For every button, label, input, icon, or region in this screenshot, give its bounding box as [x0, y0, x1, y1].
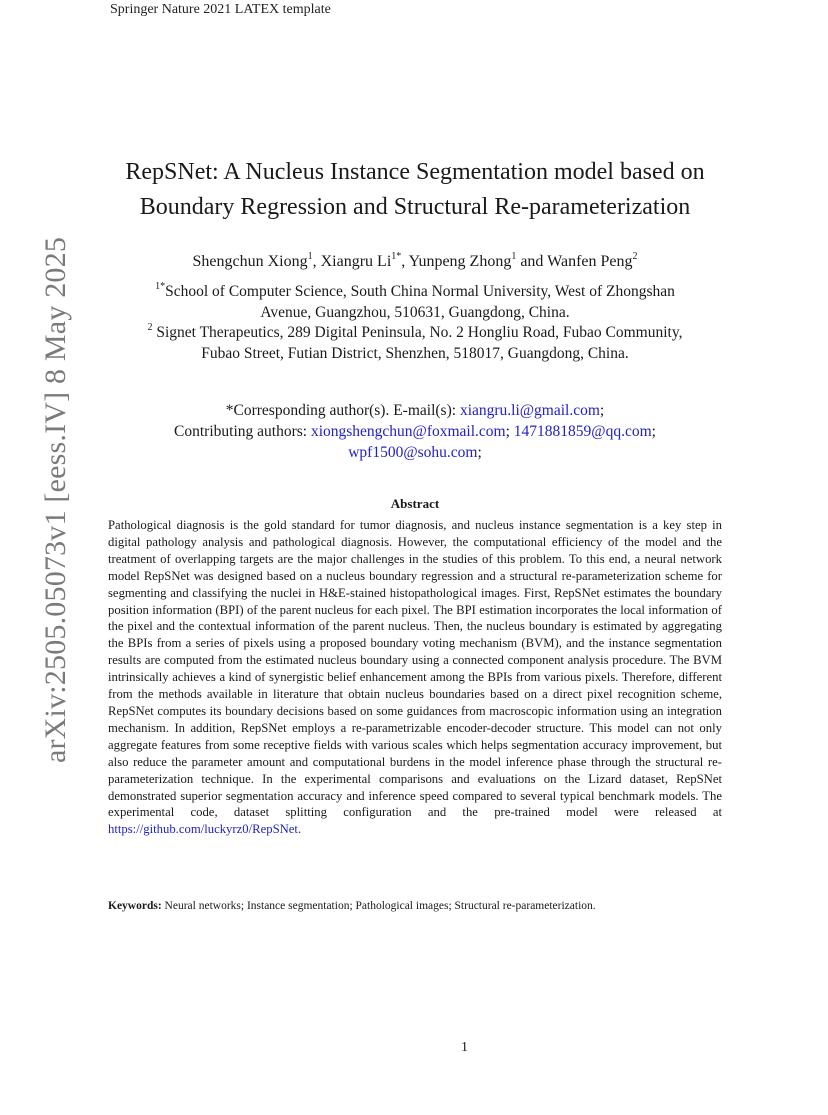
author-separator: , — [312, 253, 321, 270]
page-number: 1 — [461, 1040, 468, 1055]
contributing-authors-line: Contributing authors: xiongshengchun@foxmail.com; 1471881859@qq.com; — [174, 423, 656, 440]
paper-title — [80, 155, 750, 225]
code-repository-link[interactable]: https://github.com/luckyrz0/RepSNet — [108, 822, 298, 837]
keywords — [108, 898, 722, 914]
affiliation-line: Signet Therapeutics, 289 Digital Peninsula, No. 2 Hongliu Road, Fubao Community, — [152, 324, 683, 341]
author-separator: and — [516, 253, 548, 270]
author-name: Wanfen Peng — [547, 253, 633, 270]
keywords-text: Neural networks; Instance segmentation; Pathological images; Structural re-parameterization. — [161, 900, 596, 912]
title-line-1: RepSNet: A Nucleus Instance Segmentation model based on — [125, 159, 705, 185]
author-name: Xiangru Li — [320, 253, 392, 270]
author-affiliation-marker: 1 — [307, 250, 313, 262]
affiliation-marker: 1* — [155, 280, 166, 292]
author-affiliation-marker: 2 — [632, 250, 638, 262]
contributing-email-link[interactable]: 1471881859@qq.com — [513, 423, 652, 440]
contributing-email-link[interactable]: wpf1500@sohu.com — [348, 444, 478, 461]
author-separator: , — [401, 253, 409, 270]
affiliation-1 — [80, 282, 750, 323]
contact-information — [80, 400, 750, 463]
author-name: Shengchun Xiong — [192, 253, 308, 270]
author-affiliation-marker: 1* — [391, 250, 402, 262]
affiliation-2 — [80, 323, 750, 364]
arxiv-identifier-sidebar: arXiv:2505.05073v1 [eess.IV] 8 May 2025 — [39, 236, 72, 764]
affiliation-line: Avenue, Guangzhou, 510631, Guangdong, China. — [260, 303, 570, 321]
corresponding-label: *Corresponding author(s). E-mail(s): — [225, 402, 460, 419]
affiliation-line: Fubao Street, Futian District, Shenzhen, 518017, Guangdong, China. — [201, 344, 629, 362]
corresponding-email-link[interactable]: xiangru.li@gmail.com — [459, 402, 600, 419]
contributing-label: Contributing authors: — [174, 423, 311, 440]
author-affiliation-marker: 1 — [511, 250, 517, 262]
contributing-email-link[interactable]: xiongshengchun@foxmail.com — [310, 423, 506, 440]
affiliation-line: School of Computer Science, South China Normal University, West of Zhongshan — [165, 283, 675, 300]
abstract-tail: . — [297, 822, 302, 837]
affiliation-marker: 2 — [147, 321, 153, 333]
keywords-label: Keywords: — [108, 900, 162, 912]
corresponding-author-line: *Corresponding author(s). E-mail(s): xiangru.li@gmail.com; — [225, 402, 605, 419]
abstract-body — [108, 517, 722, 838]
abstract-heading: Abstract — [390, 496, 440, 511]
abstract-text: Pathological diagnosis is the gold standard for tumor diagnosis, and nucleus instance segmentation is a key step in digital pathology analysis and pathological diagnosis. However, the computational efficiency of the model and the treatment of overlapping targets are the major challenges in the studies of this problem. To this end, a neural network model RepSNet was designed based on a nucleus boundary regression and a structural re-parameterization scheme for segmenting and classifying the nuclei in H&E-stained histopathological images. First, RepSNet estimates the boundary position information (BPI) of the parent nucleus for each pixel. The BPI estimation incorporates the local information of the pixel and the contextual information of the parent nucleus. Then, the nucleus boundary is estimated by aggregating the BPIs from a series of pixels using a proposed boundary voting mechanism (BVM), and the instance segmentation results are computed from the estimated nucleus boundary using a connected component analysis procedure. The BVM intrinsically achieves a kind of synergistic belief enhancement among the BPIs from various pixels. Therefore, different from the methods available in literature that obtain nucleus boundaries based on a direct pixel recognition scheme, RepSNet computes its boundary decisions based on some guidances from macroscopic information using an integration mechanism. In addition, RepSNet employs a re-parametrizable encoder-decoder structure. This model can not only aggregate features from some receptive fields with various scales which helps segmentation accuracy improvement, but also reduce the parameter amount and computational burdens in the model inference phase through the structural re-parameterization technique. In the experimental comparisons and evaluations on the Lizard dataset, RepSNet demonstrated superior segmentation accuracy and inference speed compared to several typical benchmark models. The experimental code, dataset splitting configuration and the pre-trained model were released at — [108, 518, 722, 820]
title-line-2: Boundary Regression and Structural Re-parameterization — [139, 194, 691, 220]
author-list — [80, 251, 750, 273]
affiliations — [80, 282, 750, 364]
template-header: Springer Nature 2021 LATEX template — [110, 2, 331, 17]
contributing-authors-line-2: wpf1500@sohu.com; — [348, 444, 482, 461]
author-name: Yunpeng Zhong — [408, 253, 512, 270]
